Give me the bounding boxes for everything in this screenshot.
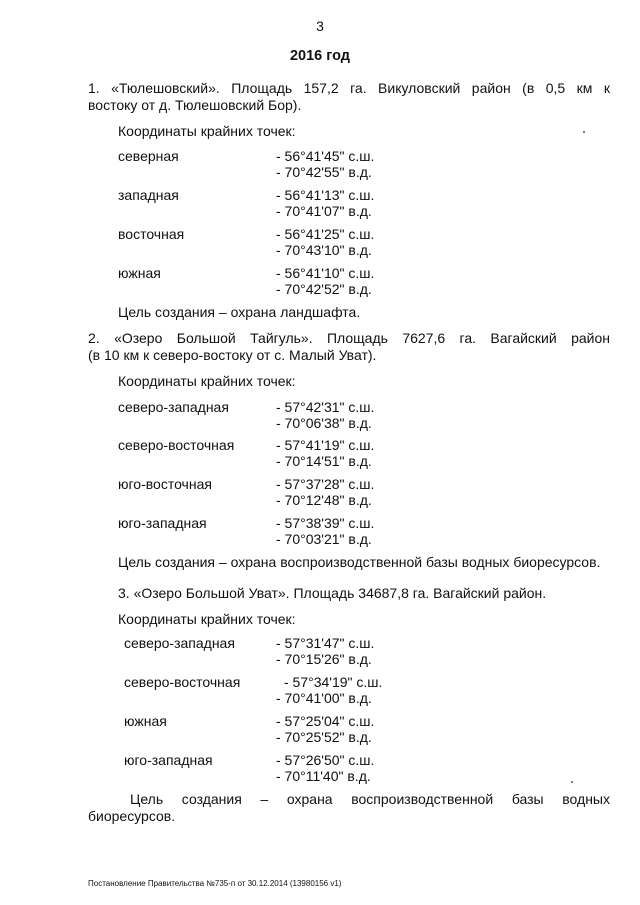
- point-latitude: - 57°42'31" с.ш.: [276, 399, 375, 415]
- point-longitude: - 70°14'51" в.д.: [276, 453, 372, 469]
- point-latitude: - 56°41'13" с.ш.: [276, 187, 375, 203]
- point-longitude: - 70°15'26" в.д.: [276, 651, 372, 667]
- scan-speck: [571, 781, 573, 783]
- point-label: северо-восточная: [118, 437, 235, 453]
- point-longitude: - 70°03'21" в.д.: [276, 531, 372, 547]
- point-label: юго-восточная: [118, 476, 212, 492]
- section-1-coords-heading: Координаты крайних точек:: [118, 123, 296, 139]
- point-longitude: - 70°43'10" в.д.: [276, 242, 372, 258]
- point-longitude: - 70°06'38" в.д.: [276, 415, 372, 431]
- point-latitude: - 57°26'50" с.ш.: [276, 752, 375, 768]
- section-2-title-line2: (в 10 км к северо-востоку от с. Малый Уват).: [88, 347, 377, 363]
- point-label: южная: [118, 265, 161, 281]
- point-latitude: - 57°41'19" с.ш.: [276, 437, 375, 453]
- page-number: 3: [316, 18, 324, 34]
- point-latitude: - 57°31'47" с.ш.: [276, 635, 375, 651]
- scan-speck: [583, 131, 585, 133]
- section-3-title-line1: 3. «Озеро Большой Уват». Площадь 34687,8 га. Вагайский район.: [118, 585, 547, 601]
- point-label: северо-западная: [118, 399, 229, 415]
- point-label: юго-западная: [118, 515, 207, 531]
- document-footer: Постановление Правительства №735-п от 30.12.2014 (13980156 v1): [88, 879, 342, 888]
- point-longitude: - 70°42'52" в.д.: [276, 281, 372, 297]
- point-longitude: - 70°41'00" в.д.: [276, 690, 372, 706]
- point-latitude: - 57°25'04" с.ш.: [276, 713, 375, 729]
- point-latitude: - 56°41'25" с.ш.: [276, 226, 375, 242]
- point-latitude: - 57°34'19" с.ш.: [284, 674, 383, 690]
- section-2-purpose: Цель создания – охрана воспроизводственной базы водных биоресурсов.: [118, 554, 601, 570]
- section-1-title-line1: 1. «Тюлешовский». Площадь 157,2 га. Викуловский район (в 0,5 км к: [88, 80, 610, 96]
- point-longitude: - 70°11'40" в.д.: [276, 768, 371, 784]
- section-3-purpose-line2: биоресурсов.: [88, 808, 176, 824]
- point-longitude: - 70°42'55" в.д.: [276, 164, 372, 180]
- point-latitude: - 56°41'10" с.ш.: [276, 265, 375, 281]
- point-label: западная: [118, 187, 179, 203]
- point-label: северо-восточная: [124, 674, 241, 690]
- section-2-title-line1: 2. «Озеро Большой Тайгуль». Площадь 7627,6 га. Вагайский район: [88, 330, 610, 346]
- year-heading: 2016 год: [289, 48, 350, 64]
- point-label: северо-западная: [124, 635, 235, 651]
- point-latitude: - 57°37'28" с.ш.: [276, 476, 375, 492]
- section-1-title-line2: востоку от д. Тюлешовский Бор).: [88, 97, 302, 113]
- section-1-purpose: Цель создания – охрана ландшафта.: [118, 304, 361, 320]
- point-label: северная: [118, 148, 179, 164]
- point-label: южная: [124, 713, 167, 729]
- section-3-coords-heading: Координаты крайних точек:: [118, 611, 296, 627]
- point-label: восточная: [118, 226, 185, 242]
- point-longitude: - 70°41'07" в.д.: [276, 203, 372, 219]
- point-longitude: - 70°12'48" в.д.: [276, 492, 372, 508]
- point-longitude: - 70°25'52" в.д.: [276, 729, 372, 745]
- section-2-coords-heading: Координаты крайних точек:: [118, 373, 296, 389]
- point-latitude: - 57°38'39" с.ш.: [276, 515, 375, 531]
- point-label: юго-западная: [124, 752, 213, 768]
- point-latitude: - 56°41'45" с.ш.: [276, 148, 375, 164]
- section-3-purpose-line1: Цель создания – охрана воспроизводственной базы водных: [130, 791, 610, 807]
